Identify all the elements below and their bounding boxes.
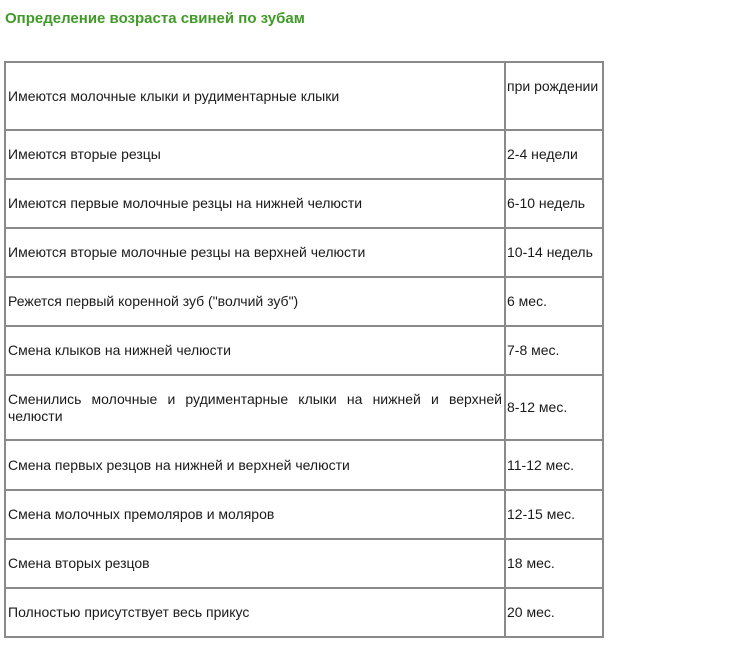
row-description: Имеются вторые резцы — [5, 130, 505, 179]
row-age: 6-10 недель — [505, 179, 603, 228]
row-age: 18 мес. — [505, 539, 603, 588]
row-description: Сменились молочные и рудиментарные клыки на нижней и верхней челюсти — [5, 375, 505, 440]
row-age: 12-15 мес. — [505, 490, 603, 539]
row-age: 7-8 мес. — [505, 326, 603, 375]
row-age: 8-12 мес. — [505, 375, 603, 440]
row-age: 2-4 недели — [505, 130, 603, 179]
table-row — [5, 588, 603, 637]
table-row — [5, 490, 603, 539]
row-age: при рождении — [505, 62, 603, 130]
row-description: Смена клыков на нижней челюсти — [5, 326, 505, 375]
row-description: Имеются вторые молочные резцы на верхней челюсти — [5, 228, 505, 277]
table-row — [5, 228, 603, 277]
table-row — [5, 440, 603, 490]
row-description: Смена молочных премоляров и моляров — [5, 490, 505, 539]
page-title: Определение возраста свиней по зубам — [5, 10, 305, 27]
table-row — [5, 326, 603, 375]
table-row — [5, 130, 603, 179]
row-description: Имеются первые молочные резцы на нижней челюсти — [5, 179, 505, 228]
row-age: 6 мес. — [505, 277, 603, 326]
row-age: 10-14 недель — [505, 228, 603, 277]
row-age: 11-12 мес. — [505, 440, 603, 490]
row-description: Режется первый коренной зуб ("волчий зуб") — [5, 277, 505, 326]
table-row — [5, 62, 603, 130]
table-row — [5, 179, 603, 228]
teeth-age-table — [4, 61, 604, 638]
table-row — [5, 277, 603, 326]
row-description: Имеются молочные клыки и рудиментарные клыки — [5, 62, 505, 130]
row-description: Смена вторых резцов — [5, 539, 505, 588]
table-row — [5, 375, 603, 440]
row-description: Полностью присутствует весь прикус — [5, 588, 505, 637]
row-description: Смена первых резцов на нижней и верхней челюсти — [5, 440, 505, 490]
table-row — [5, 539, 603, 588]
row-age: 20 мес. — [505, 588, 603, 637]
